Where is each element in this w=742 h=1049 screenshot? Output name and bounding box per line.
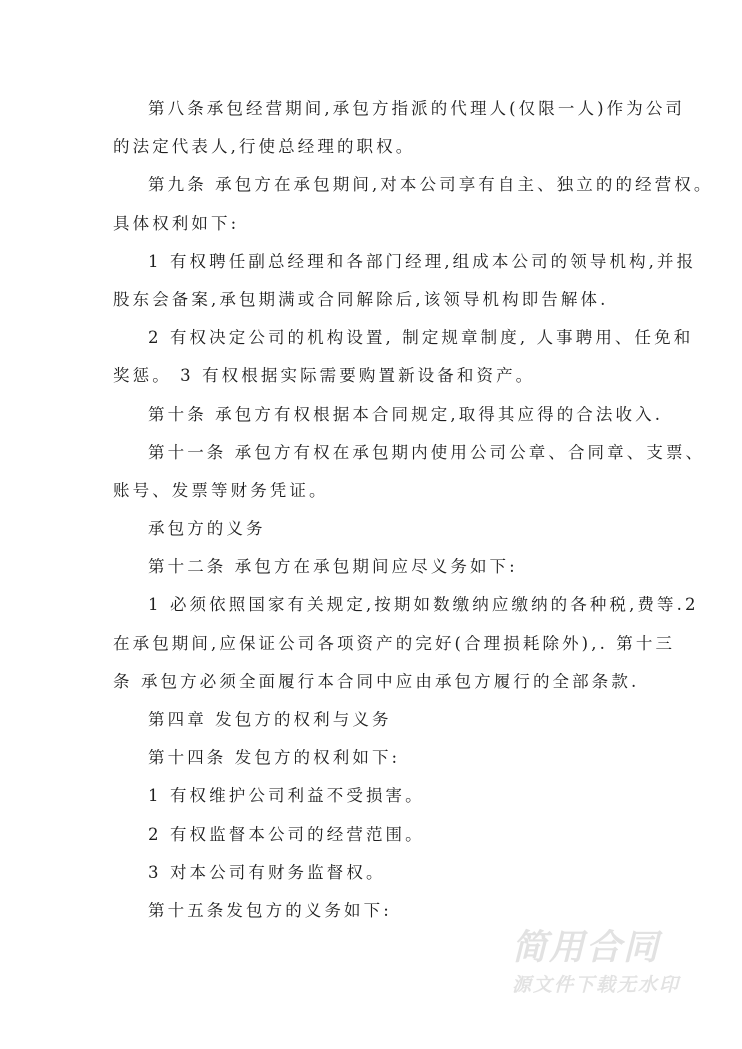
paragraph-line: 第十条 承包方有权根据本合同规定,取得其应得的合法收入.: [148, 404, 664, 424]
paragraph-line: 第十一条 承包方有权在承包期内使用公司公章、合同章、支票、: [148, 442, 706, 462]
paragraph-line: 股东会备案,承包期满或合同解除后,该领导机构即告解体.: [113, 289, 609, 309]
paragraph-line: 的法定代表人,行使总经理的职权。: [113, 137, 416, 157]
list-item: 1 有权维护公司利益不受损害。: [148, 786, 425, 806]
list-item: 2 有权监督本公司的经营范围。: [148, 824, 425, 844]
paragraph-line: 第八条承包经营期间,承包方指派的代理人(仅限一人)作为公司: [148, 99, 686, 118]
chapter-heading: 第四章 发包方的权利与义务: [148, 710, 392, 729]
paragraph-line: 第十五条发包方的义务如下:: [148, 900, 392, 920]
watermark-subtitle: 源文件下载无水印: [512, 974, 681, 996]
watermark-title: 简用合同: [512, 928, 661, 968]
paragraph-line: 第十四条 发包方的权利如下:: [148, 748, 401, 768]
paragraph-line: 奖惩。 3 有权根据实际需要购置新设备和资产。: [113, 366, 536, 386]
paragraph-line: 第九条 承包方在承包期间,对本公司享有自主、独立的的经营权。: [148, 175, 714, 195]
paragraph-line: 1 有权聘任副总经理和各部门经理,组成本公司的领导机构,并报: [148, 251, 697, 271]
paragraph-line: 账号、发票等财务凭证。: [113, 480, 329, 500]
paragraph-line: 条 承包方必须全面履行本合同中应由承包方履行的全部条款.: [113, 671, 640, 691]
paragraph-line: 在承包期间,应保证公司各项资产的完好(合理损耗除外),. 第十三: [113, 633, 676, 653]
section-heading: 承包方的义务: [148, 519, 266, 539]
paragraph-line: 具体权利如下:: [113, 213, 240, 233]
paragraph-line: 1 必须依照国家有关规定,按期如数缴纳应缴纳的各种税,费等.2: [148, 595, 699, 615]
document-page: [113, 93, 714, 933]
paragraph-line: 2 有权决定公司的机构设置, 制定规章制度, 人事聘用、任免和: [148, 328, 694, 348]
list-item: 3 对本公司有财务监督权。: [148, 862, 386, 882]
paragraph-line: 第十二条 承包方在承包期间应尽义务如下:: [148, 557, 518, 577]
